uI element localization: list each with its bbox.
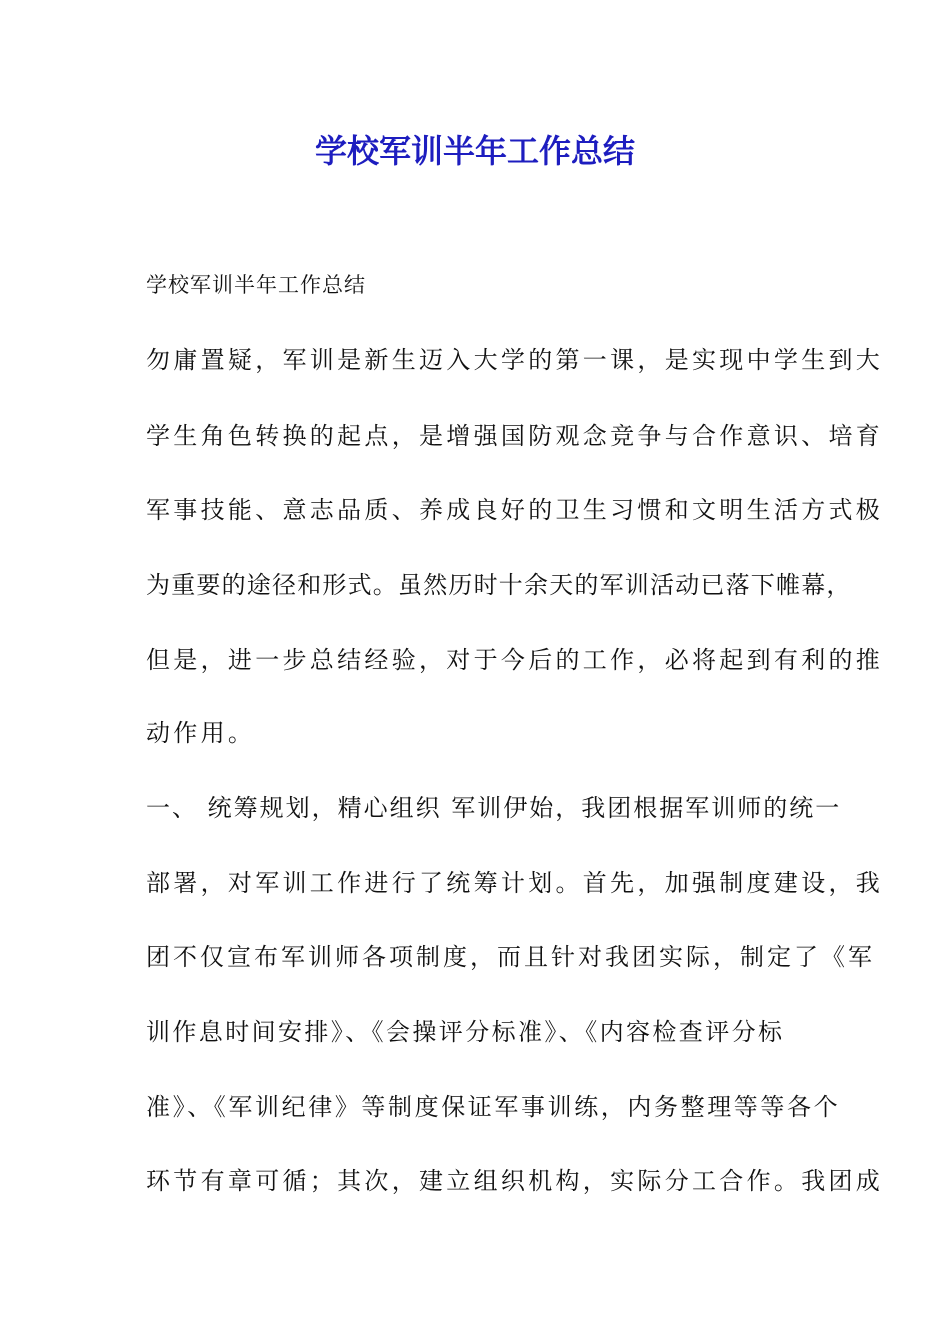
body-line: 训作息时间安排》、《会操评分标准》、《内容检查评分标 — [146, 1018, 785, 1046]
body-line: 学生角色转换的起点，是增强国防观念竞争与合作意识、培育 — [146, 422, 884, 450]
body-line: 环节有章可循；其次，建立组织机构，实际分工合作。我团成 — [146, 1167, 884, 1195]
body-line: 动作用。 — [146, 719, 256, 747]
document-title: 学校军训半年工作总结 — [314, 132, 635, 170]
body-line: 勿庸置疑，军训是新生迈入大学的第一课，是实现中学生到大 — [146, 346, 884, 374]
body-line: 团不仅宣布军训师各项制度，而且针对我团实际，制定了《军 — [146, 943, 875, 971]
body-line: 准》、《军训纪律》等制度保证军事训练，内务整理等等各个 — [146, 1093, 841, 1121]
body-line: 一、 统筹规划，精心组织 军训伊始，我团根据军训师的统一 — [146, 794, 842, 822]
body-line: 军事技能、意志品质、养成良好的卫生习惯和文明生活方式极 — [146, 496, 884, 524]
body-line: 部署，对军训工作进行了统筹计划。首先，加强制度建设，我 — [146, 869, 884, 897]
body-line: 但是，进一步总结经验，对于今后的工作，必将起到有利的推 — [146, 646, 884, 674]
document-subtitle: 学校军训半年工作总结 — [146, 273, 366, 297]
body-line: 为重要的途径和形式。虽然历时十余天的军训活动已落下帷幕， — [146, 571, 852, 599]
